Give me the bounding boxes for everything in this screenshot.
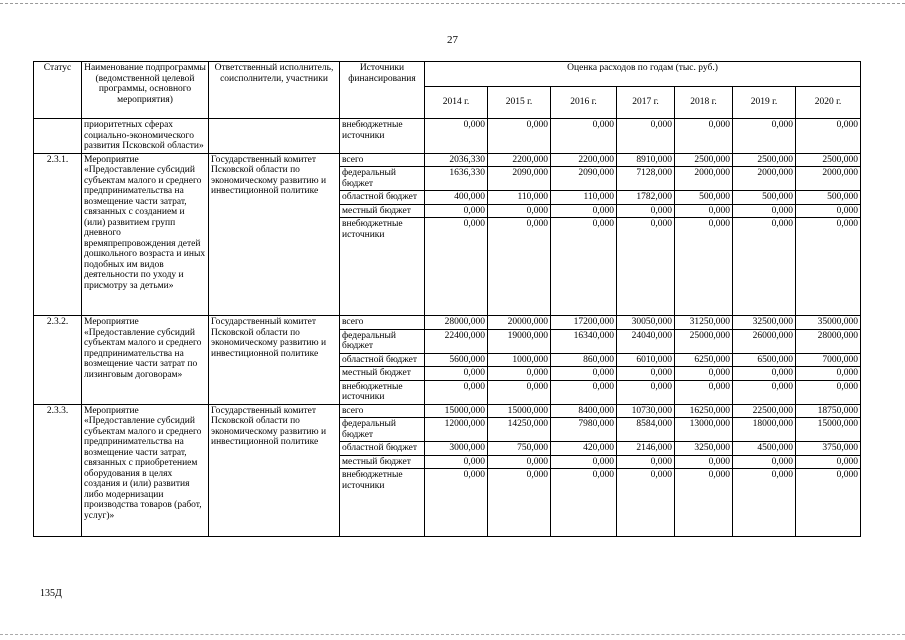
- value-cell: 2036,330: [425, 153, 488, 167]
- value-cell: 28000,000: [425, 316, 488, 330]
- value-cell: 0,000: [675, 204, 733, 218]
- value-cell: 3250,000: [675, 442, 733, 456]
- header-sources: Источники финансирования: [340, 62, 425, 119]
- header-year: 2015 г.: [488, 87, 551, 119]
- value-cell: 0,000: [488, 218, 551, 316]
- source-cell: внебюджетные источники: [340, 469, 425, 537]
- header-year: 2020 г.: [796, 87, 861, 119]
- value-cell: 6500,000: [733, 353, 796, 367]
- header-year: 2017 г.: [617, 87, 675, 119]
- source-cell: внебюджетные источники: [340, 380, 425, 404]
- value-cell: 2200,000: [488, 153, 551, 167]
- value-cell: 15000,000: [488, 404, 551, 418]
- name-cell: Мероприятие «Предоставление субсидий субъектам малого и среднего предпринимательства на возмещение части затрат, связанных с приобретением оборудования в целях создания и (или) развития либо модернизации производства товаров (работ, услуг)»: [82, 404, 209, 537]
- source-cell: внебюджетные источники: [340, 119, 425, 154]
- value-cell: 0,000: [551, 380, 617, 404]
- value-cell: 7000,000: [796, 353, 861, 367]
- document-code: 135Д: [40, 588, 62, 599]
- value-cell: 0,000: [551, 218, 617, 316]
- source-cell: внебюджетные источники: [340, 218, 425, 316]
- value-cell: 0,000: [617, 367, 675, 381]
- value-cell: 0,000: [488, 204, 551, 218]
- name-cell: приоритетных сферах социально-экономического развития Псковской области»: [82, 119, 209, 154]
- value-cell: 3750,000: [796, 442, 861, 456]
- value-cell: 12000,000: [425, 418, 488, 442]
- value-cell: 0,000: [551, 469, 617, 537]
- value-cell: 2090,000: [551, 167, 617, 191]
- value-cell: 0,000: [733, 380, 796, 404]
- value-cell: 0,000: [425, 119, 488, 154]
- table-row: [34, 316, 861, 330]
- value-cell: 0,000: [425, 469, 488, 537]
- value-cell: 30050,000: [617, 316, 675, 330]
- value-cell: 32500,000: [733, 316, 796, 330]
- value-cell: 22400,000: [425, 329, 488, 353]
- status-cell: 2.3.3.: [34, 404, 82, 537]
- page-number: 27: [447, 34, 458, 46]
- header-year: 2018 г.: [675, 87, 733, 119]
- value-cell: 0,000: [675, 380, 733, 404]
- value-cell: 0,000: [551, 455, 617, 469]
- value-cell: 0,000: [551, 204, 617, 218]
- value-cell: 0,000: [425, 380, 488, 404]
- value-cell: 4500,000: [733, 442, 796, 456]
- value-cell: 0,000: [796, 204, 861, 218]
- source-cell: всего: [340, 316, 425, 330]
- value-cell: 2000,000: [796, 167, 861, 191]
- value-cell: 0,000: [796, 218, 861, 316]
- value-cell: 17200,000: [551, 316, 617, 330]
- value-cell: 0,000: [617, 380, 675, 404]
- responsible-cell: Государственный комитет Псковской области по экономическому развитию и инвестиционной политике: [209, 404, 340, 537]
- value-cell: 0,000: [425, 204, 488, 218]
- value-cell: 0,000: [425, 367, 488, 381]
- source-cell: федеральный бюджет: [340, 167, 425, 191]
- table-row: [34, 119, 861, 154]
- value-cell: 3000,000: [425, 442, 488, 456]
- value-cell: 8910,000: [617, 153, 675, 167]
- value-cell: 0,000: [796, 119, 861, 154]
- header-name: Наименование подпрограммы (ведомственной целевой программы, основного мероприятия): [82, 62, 209, 119]
- value-cell: 0,000: [733, 204, 796, 218]
- table-row: [34, 404, 861, 418]
- value-cell: 500,000: [675, 191, 733, 205]
- value-cell: 0,000: [617, 204, 675, 218]
- value-cell: 19000,000: [488, 329, 551, 353]
- value-cell: 110,000: [488, 191, 551, 205]
- value-cell: 0,000: [675, 367, 733, 381]
- source-cell: местный бюджет: [340, 367, 425, 381]
- header-year: 2014 г.: [425, 87, 488, 119]
- value-cell: 6010,000: [617, 353, 675, 367]
- value-cell: 2500,000: [675, 153, 733, 167]
- source-cell: областной бюджет: [340, 442, 425, 456]
- header-responsible: Ответственный исполнитель, соисполнители, участники: [209, 62, 340, 119]
- value-cell: 8584,000: [617, 418, 675, 442]
- responsible-cell: [209, 119, 340, 154]
- value-cell: 0,000: [675, 218, 733, 316]
- value-cell: 15000,000: [425, 404, 488, 418]
- value-cell: 0,000: [796, 367, 861, 381]
- value-cell: 8400,000: [551, 404, 617, 418]
- source-cell: федеральный бюджет: [340, 329, 425, 353]
- source-cell: местный бюджет: [340, 204, 425, 218]
- value-cell: 0,000: [551, 367, 617, 381]
- value-cell: 2000,000: [675, 167, 733, 191]
- value-cell: 500,000: [733, 191, 796, 205]
- value-cell: 0,000: [733, 469, 796, 537]
- status-cell: 2.3.2.: [34, 316, 82, 405]
- value-cell: 20000,000: [488, 316, 551, 330]
- name-cell: Мероприятие «Предоставление субсидий субъектам малого и среднего предпринимательства на возмещение части затрат, связанных с созданием и (или) развитием групп дневного времяпрепровождения детей дошкольного возраста и иных подобных им видов деятельности по уходу и присмотру за детьми»: [82, 153, 209, 316]
- value-cell: 16340,000: [551, 329, 617, 353]
- value-cell: 400,000: [425, 191, 488, 205]
- value-cell: 6250,000: [675, 353, 733, 367]
- value-cell: 0,000: [617, 119, 675, 154]
- value-cell: 14250,000: [488, 418, 551, 442]
- header-estimate: Оценка расходов по годам (тыс. руб.): [425, 62, 861, 87]
- value-cell: 2090,000: [488, 167, 551, 191]
- source-cell: федеральный бюджет: [340, 418, 425, 442]
- value-cell: 0,000: [675, 119, 733, 154]
- value-cell: 10730,000: [617, 404, 675, 418]
- status-cell: [34, 119, 82, 154]
- value-cell: 860,000: [551, 353, 617, 367]
- value-cell: 0,000: [488, 380, 551, 404]
- value-cell: 2000,000: [733, 167, 796, 191]
- scan-edge-top: [0, 3, 905, 4]
- value-cell: 750,000: [488, 442, 551, 456]
- value-cell: 35000,000: [796, 316, 861, 330]
- value-cell: 0,000: [796, 455, 861, 469]
- value-cell: 13000,000: [675, 418, 733, 442]
- value-cell: 0,000: [733, 455, 796, 469]
- value-cell: 22500,000: [733, 404, 796, 418]
- value-cell: 500,000: [796, 191, 861, 205]
- header-year: 2019 г.: [733, 87, 796, 119]
- value-cell: 0,000: [425, 218, 488, 316]
- status-cell: 2.3.1.: [34, 153, 82, 316]
- value-cell: 0,000: [733, 218, 796, 316]
- source-cell: всего: [340, 153, 425, 167]
- value-cell: 18000,000: [733, 418, 796, 442]
- value-cell: 24040,000: [617, 329, 675, 353]
- value-cell: 7128,000: [617, 167, 675, 191]
- value-cell: 0,000: [733, 367, 796, 381]
- value-cell: 0,000: [425, 455, 488, 469]
- scan-edge-bottom: [0, 634, 905, 635]
- table-row: [34, 153, 861, 167]
- value-cell: 0,000: [675, 455, 733, 469]
- value-cell: 2500,000: [733, 153, 796, 167]
- value-cell: 110,000: [551, 191, 617, 205]
- value-cell: 2500,000: [796, 153, 861, 167]
- responsible-cell: Государственный комитет Псковской области по экономическому развитию и инвестиционной политике: [209, 153, 340, 316]
- value-cell: 420,000: [551, 442, 617, 456]
- value-cell: 1636,330: [425, 167, 488, 191]
- value-cell: 7980,000: [551, 418, 617, 442]
- value-cell: 18750,000: [796, 404, 861, 418]
- value-cell: 0,000: [796, 380, 861, 404]
- value-cell: 0,000: [551, 119, 617, 154]
- value-cell: 0,000: [488, 469, 551, 537]
- value-cell: 0,000: [488, 367, 551, 381]
- header-status: Статус: [34, 62, 82, 119]
- value-cell: 15000,000: [796, 418, 861, 442]
- value-cell: 16250,000: [675, 404, 733, 418]
- responsible-cell: Государственный комитет Псковской области по экономическому развитию и инвестиционной политике: [209, 316, 340, 405]
- value-cell: 5600,000: [425, 353, 488, 367]
- header-year: 2016 г.: [551, 87, 617, 119]
- value-cell: 0,000: [488, 455, 551, 469]
- name-cell: Мероприятие «Предоставление субсидий субъектам малого и среднего предпринимательства на возмещение части затрат по лизинговым договорам»: [82, 316, 209, 405]
- source-cell: всего: [340, 404, 425, 418]
- value-cell: 0,000: [675, 469, 733, 537]
- value-cell: 31250,000: [675, 316, 733, 330]
- value-cell: 0,000: [617, 218, 675, 316]
- value-cell: 2146,000: [617, 442, 675, 456]
- value-cell: 1782,000: [617, 191, 675, 205]
- source-cell: областной бюджет: [340, 191, 425, 205]
- value-cell: 0,000: [796, 469, 861, 537]
- source-cell: областной бюджет: [340, 353, 425, 367]
- value-cell: 2200,000: [551, 153, 617, 167]
- source-cell: местный бюджет: [340, 455, 425, 469]
- header-row: [34, 62, 861, 87]
- value-cell: 0,000: [617, 469, 675, 537]
- value-cell: 0,000: [488, 119, 551, 154]
- value-cell: 26000,000: [733, 329, 796, 353]
- value-cell: 1000,000: [488, 353, 551, 367]
- value-cell: 28000,000: [796, 329, 861, 353]
- value-cell: 25000,000: [675, 329, 733, 353]
- value-cell: 0,000: [617, 455, 675, 469]
- expenditure-table: [33, 61, 861, 537]
- value-cell: 0,000: [733, 119, 796, 154]
